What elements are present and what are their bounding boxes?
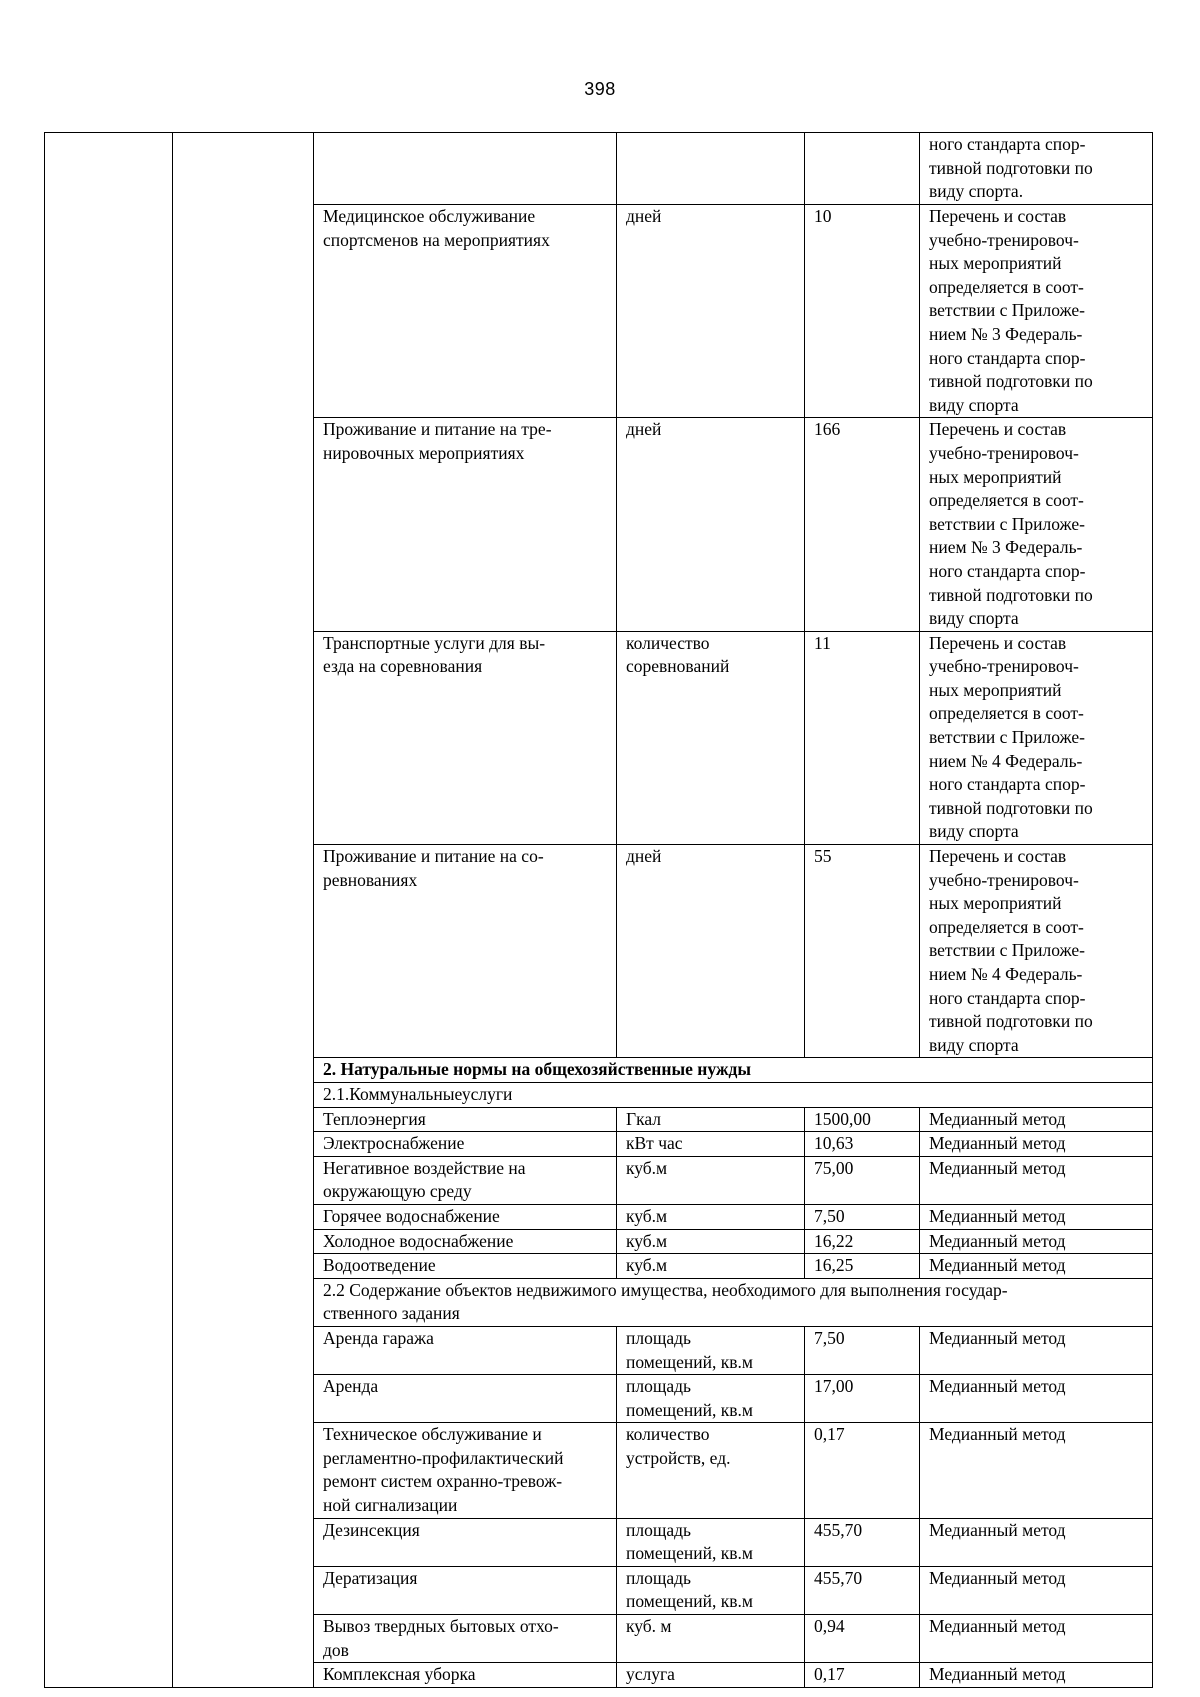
item-unit: площадь помещений, кв.м xyxy=(617,1326,805,1374)
item-name: Теплоэнергия xyxy=(314,1107,617,1132)
section-heading: 2. Натуральные нормы на общехозяйственные нужды xyxy=(314,1058,1153,1083)
item-name: Транспортные услуги для вы- езда на соревнования xyxy=(314,631,617,844)
item-note: Перечень и состав учебно-тренировоч- ных мероприятий определяется в соот- ветствии с Приложе- нием № 3 Федераль- ного стандарта спор- тивной подготовки по виду спорта xyxy=(920,418,1153,631)
item-value: 16,25 xyxy=(805,1254,920,1279)
subsection-heading: 2.2 Содержание объектов недвижимого имущества, необходимого для выполнения государ- ственного задания xyxy=(314,1278,1153,1326)
item-name: Водоотведение xyxy=(314,1254,617,1279)
item-unit: количество соревнований xyxy=(617,631,805,844)
item-note: Медианный метод xyxy=(920,1615,1153,1663)
item-value: 455,70 xyxy=(805,1566,920,1614)
item-value: 0,17 xyxy=(805,1423,920,1518)
item-name: Вывоз твердных бытовых отхо- дов xyxy=(314,1615,617,1663)
item-note: Медианный метод xyxy=(920,1229,1153,1254)
item-name: Проживание и питание на со- ревнованиях xyxy=(314,845,617,1058)
item-unit: площадь помещений, кв.м xyxy=(617,1518,805,1566)
item-note: Медианный метод xyxy=(920,1254,1153,1279)
item-unit: дней xyxy=(617,845,805,1058)
item-unit: куб. м xyxy=(617,1615,805,1663)
item-note: Медианный метод xyxy=(920,1204,1153,1229)
item-unit: куб.м xyxy=(617,1254,805,1279)
item-value: 10 xyxy=(805,205,920,418)
item-note: Перечень и состав учебно-тренировоч- ных мероприятий определяется в соот- ветствии с Приложе- нием № 4 Федераль- ного стандарта спор- тивной подготовки по виду спорта xyxy=(920,845,1153,1058)
item-unit: куб.м xyxy=(617,1204,805,1229)
item-name: Аренда гаража xyxy=(314,1326,617,1374)
item-value: 7,50 xyxy=(805,1204,920,1229)
item-value: 75,00 xyxy=(805,1156,920,1204)
item-unit: куб.м xyxy=(617,1156,805,1204)
item-value: 55 xyxy=(805,845,920,1058)
item-name: Дератизация xyxy=(314,1566,617,1614)
page-number: 398 xyxy=(584,79,616,99)
item-unit: услуга xyxy=(617,1663,805,1688)
item-note: Медианный метод xyxy=(920,1518,1153,1566)
item-unit: площадь помещений, кв.м xyxy=(617,1566,805,1614)
item-note: Перечень и состав учебно-тренировоч- ных мероприятий определяется в соот- ветствии с Приложе- нием № 4 Федераль- ного стандарта спор- тивной подготовки по виду спорта xyxy=(920,631,1153,844)
item-value: 0,94 xyxy=(805,1615,920,1663)
item-note: Медианный метод xyxy=(920,1107,1153,1132)
item-value xyxy=(805,133,920,205)
item-unit: площадь помещений, кв.м xyxy=(617,1375,805,1423)
item-value: 11 xyxy=(805,631,920,844)
item-value: 455,70 xyxy=(805,1518,920,1566)
item-unit: Гкал xyxy=(617,1107,805,1132)
item-name: Негативное воздействие на окружающую среду xyxy=(314,1156,617,1204)
item-value: 7,50 xyxy=(805,1326,920,1374)
item-value: 0,17 xyxy=(805,1663,920,1688)
item-note: Медианный метод xyxy=(920,1423,1153,1518)
item-note: Медианный метод xyxy=(920,1326,1153,1374)
item-name: Аренда xyxy=(314,1375,617,1423)
item-name: Дезинсекция xyxy=(314,1518,617,1566)
table-row xyxy=(45,133,1153,205)
item-name: Электроснабжение xyxy=(314,1132,617,1157)
subsection-heading: 2.1.Коммунальныеуслуги xyxy=(314,1082,1153,1107)
item-unit: дней xyxy=(617,418,805,631)
item-note: Медианный метод xyxy=(920,1375,1153,1423)
item-name: Комплексная уборка xyxy=(314,1663,617,1688)
item-value: 166 xyxy=(805,418,920,631)
item-value: 10,63 xyxy=(805,1132,920,1157)
item-name: Медицинское обслуживание спортсменов на мероприятиях xyxy=(314,205,617,418)
item-unit: количество устройств, ед. xyxy=(617,1423,805,1518)
item-name: Горячее водоснабжение xyxy=(314,1204,617,1229)
item-name xyxy=(314,133,617,205)
item-name: Проживание и питание на тре- нировочных мероприятиях xyxy=(314,418,617,631)
item-value: 1500,00 xyxy=(805,1107,920,1132)
item-note: Медианный метод xyxy=(920,1663,1153,1688)
item-unit: куб.м xyxy=(617,1229,805,1254)
item-note: Медианный метод xyxy=(920,1156,1153,1204)
item-value: 16,22 xyxy=(805,1229,920,1254)
empty-column-2 xyxy=(173,133,314,1688)
item-note: Медианный метод xyxy=(920,1132,1153,1157)
item-name: Техническое обслуживание и регламентно-профилактический ремонт систем охранно-тревож- ной сигнализации xyxy=(314,1423,617,1518)
item-unit: кВт час xyxy=(617,1132,805,1157)
empty-column-1 xyxy=(45,133,173,1688)
item-note: ного стандарта спор- тивной подготовки по виду спорта. xyxy=(920,133,1153,205)
item-note: Медианный метод xyxy=(920,1566,1153,1614)
item-unit: дней xyxy=(617,205,805,418)
item-note: Перечень и состав учебно-тренировоч- ных мероприятий определяется в соот- ветствии с Приложе- нием № 3 Федераль- ного стандарта спор- тивной подготовки по виду спорта xyxy=(920,205,1153,418)
item-unit xyxy=(617,133,805,205)
item-name: Холодное водоснабжение xyxy=(314,1229,617,1254)
item-value: 17,00 xyxy=(805,1375,920,1423)
norms-table xyxy=(44,132,1153,1688)
